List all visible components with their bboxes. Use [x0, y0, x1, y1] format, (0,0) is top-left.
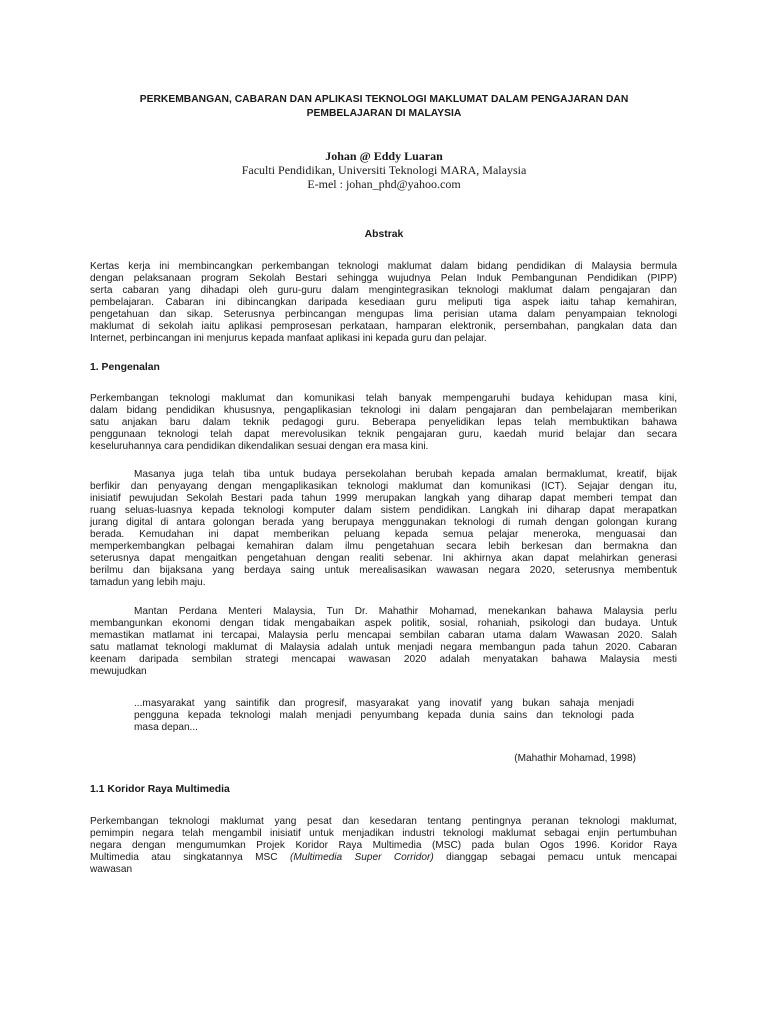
section-heading-koridor: 1.1 Koridor Raya Multimedia — [90, 784, 230, 795]
author-email: E-mel : johan_phd@yahoo.com — [307, 177, 461, 191]
paragraph-line: membangunkan ekonomi dengan tidak mengabaikan aspek politik, sosial, rohaniah, psikologi dan budaya. Untuk — [90, 618, 677, 629]
abstract-line: Kertas kerja ini membincangkan perkembangan teknologi maklumat dalam bidang pendidikan di Malaysia bermula — [90, 261, 677, 272]
paragraph-line: keenam daripada sembilan strategi mencapai wawasan 2020 adalah menyatakan bahawa Malaysia mesti — [90, 654, 677, 665]
paragraph-line: penggunaan teknologi telah dapat merevolusikan teknik pengajaran guru, kaedah murid belajar dan secara — [90, 429, 677, 440]
abstract-line: Internet, perbincangan ini menjurus kepada manfaat aplikasi ini kepada guru dan pelajar. — [90, 333, 487, 344]
paragraph-line: wawasan — [90, 864, 133, 875]
paragraph-line: ruang seluas-luasnya kepada teknologi komputer dalam sistem pendidikan. Langkah ini diharap dapat merapatkan — [90, 505, 677, 516]
paragraph-line: Mantan Perdana Menteri Malaysia, Tun Dr. Mahathir Mohamad, menekankan bahawa Malaysia perlu — [134, 606, 677, 617]
paragraph-line: berilmu dan bijaksana yang berdaya saing untuk merealisasikan wawasan negara 2020, seterusnya membentuk — [90, 565, 677, 576]
paragraph-line: pemimpin negara telah mengambil inisiatif untuk menjadikan industri teknologi maklumat sebagai enjin pertumbuhan — [90, 828, 677, 839]
abstract-line: maklumat di sekolah iaitu aplikasi pemprosesan perkataan, hamparan elektronik, persembahan, pangkalan data dan — [90, 321, 677, 332]
paragraph-line: mewujudkan — [90, 666, 147, 677]
paragraph-line: keseluruhannya cara pendidikan dikendalikan sesuai dengan era masa kini. — [90, 441, 429, 452]
paragraph-line: satu matlamat teknologi maklumat di Malaysia adalah untuk menjadi negara membangun pada tahun 2020. Cabaran — [90, 642, 677, 653]
quote-line: pengguna kepada teknologi malah menjadi penyumbang kepada dunia sains dan teknologi pada — [134, 710, 634, 721]
quote-line: masa depan... — [134, 722, 198, 733]
abstract-line: dengan pelaksanaan program Sekolah Bestari sehingga wujudnya Pelan Induk Pembangunan Pendidikan (PIPP) — [90, 273, 677, 284]
paragraph-line: satu anjakan baru dalam teknik pedagogi guru. Beberapa penyelidikan lepas telah membuktikan bahawa — [90, 417, 677, 428]
section-heading-pengenalan: 1. Pengenalan — [90, 362, 160, 373]
quote-line: ...masyarakat yang saintifik dan progresif, masyarakat yang inovatif yang bukan sahaja menjadi — [134, 698, 634, 709]
paragraph-line: jurang digital di antara golongan berada yang berupaya menggunakan teknologi di rumah dengan golongan kurang — [90, 517, 677, 528]
author-affiliation: Faculti Pendidikan, Universiti Teknologi MARA, Malaysia — [241, 163, 527, 177]
paper-title-line-2: PEMBELAJARAN DI MALAYSIA — [306, 108, 462, 119]
abstract-line: pengetahuan dan sikap. Seterusnya perbincangan mengupas lima perisian utama dalam penyampaian teknologi — [90, 309, 677, 320]
paragraph-line: Masanya juga telah tiba untuk budaya persekolahan berubah kepada amalan bermaklumat, kreatif, bijak — [134, 469, 677, 480]
paragraph-line: Perkembangan teknologi maklumat dan komunikasi telah banyak mempengaruhi budaya kehidupan masa kini, — [90, 393, 677, 404]
line-text-post: dianggap sebagai pemacu untuk mencapai — [446, 852, 677, 863]
paragraph-line: berfikir dan penyayang dengan mengaplikasikan teknologi maklumat dan komunikasi (ICT). Sejajar dengan itu, — [90, 481, 677, 492]
paragraph-line-msc — [90, 852, 677, 864]
paper-title-line-1: PERKEMBANGAN, CABARAN DAN APLIKASI TEKNOLOGI MAKLUMAT DALAM PENGAJARAN DAN — [139, 94, 629, 105]
paragraph-line: berada. Kemudahan ini dapat memberikan peluang kepada semua pelajar meneroka, menguasai dan — [90, 529, 677, 540]
paragraph-line: inisiatif pewujudan Sekolah Bestari pada tahun 1999 merupakan langkah yang diharap dapat memberi tempat dan — [90, 493, 677, 504]
paragraph-line: memastikan matlamat ini tercapai, Malaysia perlu mencapai sembilan cabaran utama dalam Wawasan 2020. Salah — [90, 630, 677, 641]
abstract-heading: Abstrak — [364, 229, 404, 240]
msc-italic-term: (Multimedia Super Corridor) — [289, 852, 434, 863]
paragraph-line: tamadun yang lebih maju. — [90, 577, 206, 588]
paragraph-line: seterusnya dapat mengaitkan pengetahuan dengan realiti sebenar. Ini akhirnya akan dapat melahirkan generasi — [90, 553, 677, 564]
paragraph-line: dalam bidang pendidikan khususnya, pengaplikasian teknologi ini dalam pengajaran dan pembelajaran memberikan — [90, 405, 677, 416]
abstract-line: pembelajaran. Cabaran ini dibincangkan daripada kesediaan guru meliputi tiga aspek iaitu tahap kemahiran, — [90, 297, 677, 308]
author-name: Johan @ Eddy Luaran — [325, 149, 443, 163]
abstract-line: serta cabaran yang dihadapi oleh guru-guru dalam mengintegrasikan teknologi maklumat dalam pengajaran dan — [90, 285, 677, 296]
paragraph-line: negara dengan mengumumkan Projek Koridor Raya Multimedia (MSC) pada bulan Ogos 1996. Koridor Raya — [90, 840, 677, 851]
paragraph-line: Perkembangan teknologi maklumat yang pesat dan kesedaran tentang pentingnya peranan teknologi maklumat, — [90, 816, 677, 827]
line-text-pre: Multimedia atau singkatannya MSC — [90, 852, 278, 863]
quote-citation: (Mahathir Mohamad, 1998) — [514, 753, 636, 764]
paragraph-line: memperkembangkan pelbagai kemahiran dalam ilmu pengetahuan secara lebih berkesan dan bermakna dan — [90, 541, 677, 552]
